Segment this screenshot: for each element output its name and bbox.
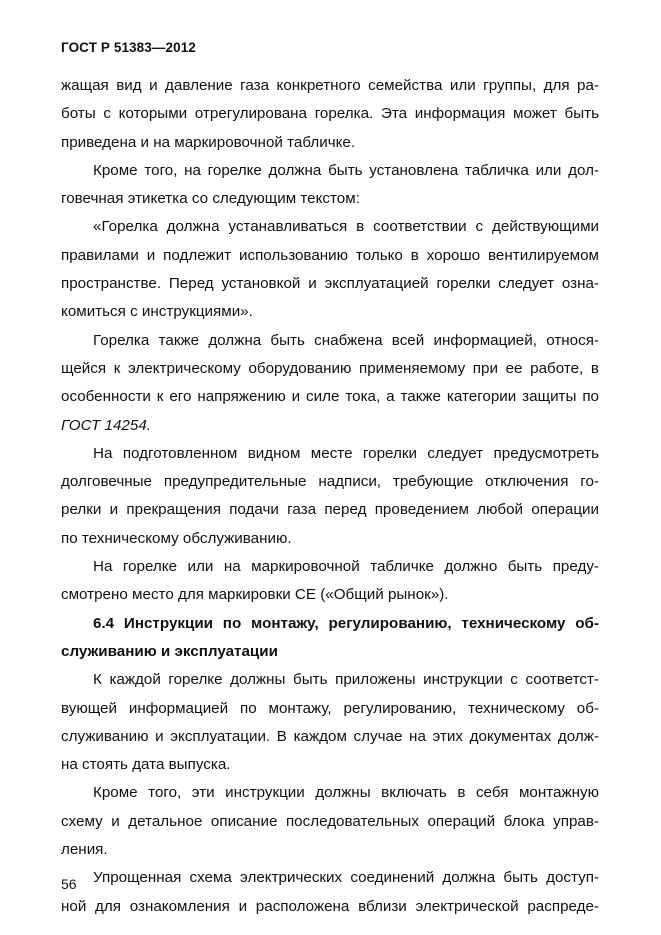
text-line: пространстве. Перед установкой и эксплуатацией горелки следует озна- <box>61 275 599 293</box>
text-line: приведена и на маркировочной табличке. <box>61 133 356 151</box>
text-line: щейся к электрическому оборудованию применяемому при ее работе, в <box>61 359 599 377</box>
text-line: боты с которыми отрегулирована горелка. Эта информация может быть <box>61 105 599 123</box>
text-line: по техническому обслуживанию. <box>61 529 292 547</box>
document-body <box>61 72 599 921</box>
text-line: правилами и подлежит использованию только в хорошо вентилируемом <box>61 246 599 264</box>
text-line: говечная этикетка со следующим текстом: <box>61 190 360 208</box>
text-line: схему и детальное описание последовательных операций блока управ- <box>61 812 599 830</box>
text-line: жащая вид и давление газа конкретного семейства или группы, для ра- <box>61 77 599 94</box>
page-number: 56 <box>61 876 77 892</box>
text-line: комиться с инструкциями». <box>61 303 253 321</box>
text-line: Горелка также должна быть снабжена всей информацией, относя- <box>93 331 599 349</box>
text-line: на стоять дата выпуска. <box>61 756 231 774</box>
text-line: смотрено место для маркировки СЕ («Общий рынок»). <box>61 586 449 604</box>
text-line: релки и прекращения подачи газа перед проведением любой операции <box>61 501 599 519</box>
text-line: особенности к его напряжению и силе тока, а также категории защиты по <box>61 388 599 406</box>
text-line: Упрощенная схема электрических соединений должна быть доступ- <box>93 869 599 887</box>
text-line: На подготовленном видном месте горелки следует предусмотреть <box>93 444 599 462</box>
text-line: «Горелка должна устанавливаться в соответствии с действующими <box>93 218 599 236</box>
text-line: служиванию и эксплуатации. В каждом случае на этих документах долж- <box>61 727 599 745</box>
document-header: ГОСТ Р 51383—2012 <box>61 40 196 55</box>
section-heading: 6.4 Инструкции по монтажу, регулированию, техническому об- <box>93 614 599 632</box>
text-line: К каждой горелке должны быть приложены инструкции с соответст- <box>93 671 599 689</box>
text-line: Кроме того, эти инструкции должны включать в себя монтажную <box>93 784 599 802</box>
text-line: ления. <box>61 841 108 859</box>
section-heading: служиванию и эксплуатации <box>61 642 278 660</box>
text-line: вующей информацией по монтажу, регулированию, техническому об- <box>61 699 599 717</box>
text-line: долговечные предупредительные надписи, требующие отключения го- <box>61 473 599 491</box>
text-line: На горелке или на маркировочной табличке должно быть преду- <box>93 558 599 576</box>
standard-reference: ГОСТ 14254. <box>61 416 151 434</box>
text-line: ной для ознакомления и расположена вблизи электрической распреде- <box>61 897 599 915</box>
text-line: Кроме того, на горелке должна быть установлена табличка или дол- <box>93 161 599 179</box>
